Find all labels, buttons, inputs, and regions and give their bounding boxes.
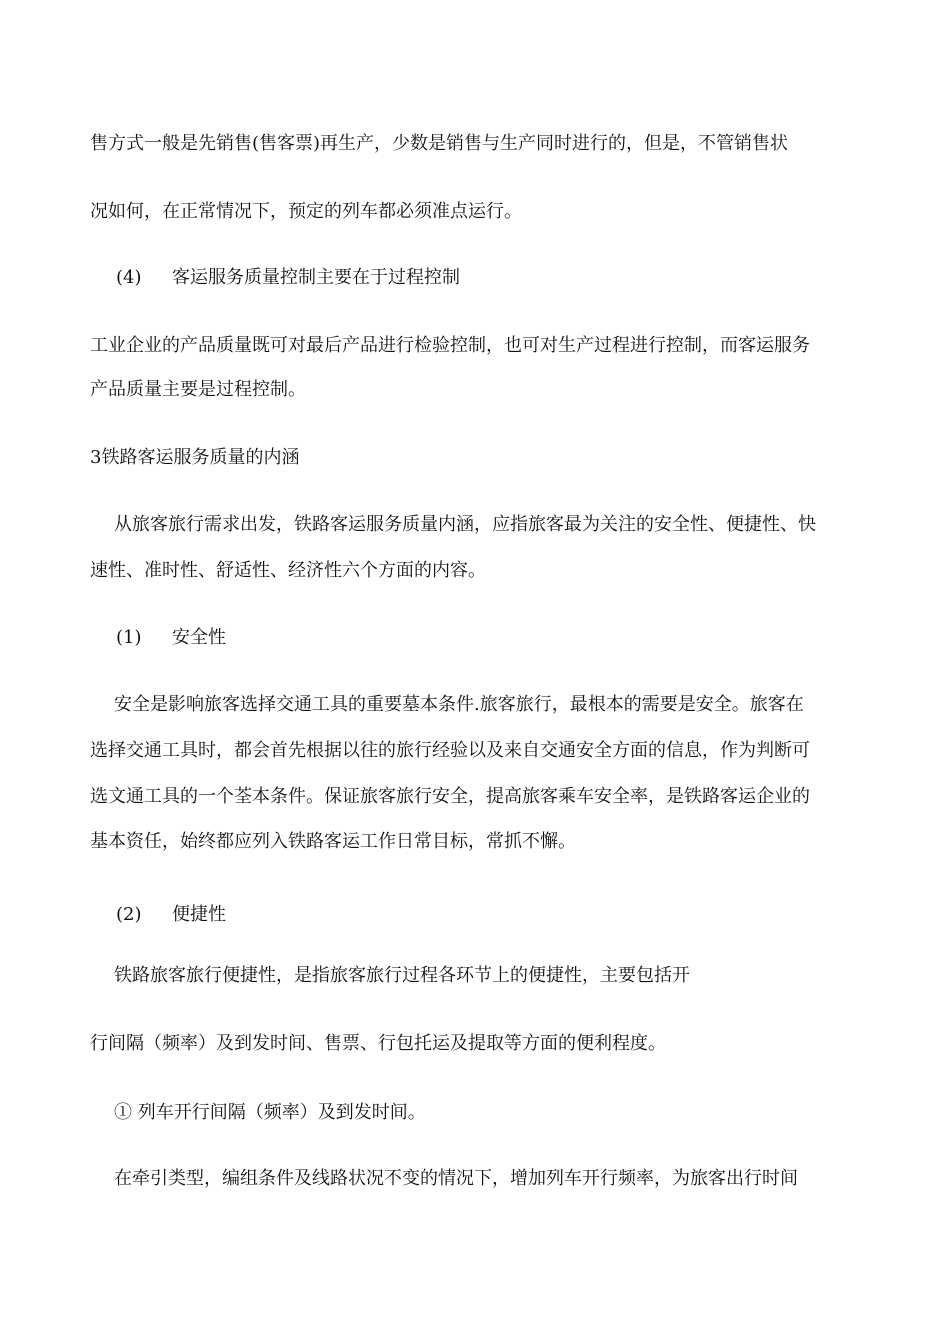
section-number: (1) bbox=[116, 627, 142, 648]
paragraph-line: 产品质量主要是过程控制。 bbox=[90, 379, 306, 400]
section-heading: 客运服务质量控制主要在于过程控制 bbox=[172, 267, 460, 288]
paragraph-line: 行间隔（频率）及到发时间、售票、行包托运及提取等方面的便利程度。 bbox=[90, 1033, 666, 1054]
section-heading: 安全性 bbox=[172, 627, 226, 648]
paragraph-line: 在牵引类型，编组条件及线路状况不变的情况下，增加列车开行频率，为旅客出行时间 bbox=[114, 1168, 798, 1189]
section-number: (2) bbox=[116, 904, 142, 925]
paragraph-line: 基本资任，始终都应列入铁路客运工作日常目标，常抓不懈。 bbox=[90, 831, 576, 852]
paragraph-line: 铁路旅客旅行便捷性，是指旅客旅行过程各环节上的便捷性，主要包括开 bbox=[114, 965, 690, 986]
paragraph-line: 况如何，在正常情况下，预定的列车都必须准点运行。 bbox=[90, 201, 522, 222]
paragraph-line: 选择交通工具时，都会首先根据以往的旅行经验以及来自交通安全方面的信息，作为判断可 bbox=[90, 740, 810, 761]
section-heading: 便捷性 bbox=[172, 904, 226, 925]
paragraph-line: 速性、准时性、舒适性、经济性六个方面的内容。 bbox=[90, 560, 486, 581]
paragraph-line: 安全是影响旅客选择交通工具的重要墓本条件.旅客旅行，最根本的需要是安全。旅客在 bbox=[114, 694, 804, 715]
paragraph-line: 售方式一般是先销售(售客票)再生产，少数是销售与生产同时进行的，但是，不管销售状 bbox=[90, 133, 789, 154]
section-number: (4) bbox=[116, 267, 142, 288]
chapter-heading: 3铁路客运服务质量的内涵 bbox=[90, 447, 300, 468]
list-item: ① 列车开行间隔（频率）及到发时间。 bbox=[114, 1102, 426, 1123]
paragraph-line: 从旅客旅行需求出发，铁路客运服务质量内涵，应指旅客最为关注的安全性、便捷性、快 bbox=[114, 514, 816, 535]
paragraph-line: 选文通工具的一个荃本条件。保证旅客旅行安全，提高旅客乘车安全率，是铁路客运企业的 bbox=[90, 786, 810, 807]
paragraph-line: 工业企业的产品质量既可对最后产品进行检验控制，也可对生产过程进行控制，而客运服务 bbox=[90, 335, 810, 356]
